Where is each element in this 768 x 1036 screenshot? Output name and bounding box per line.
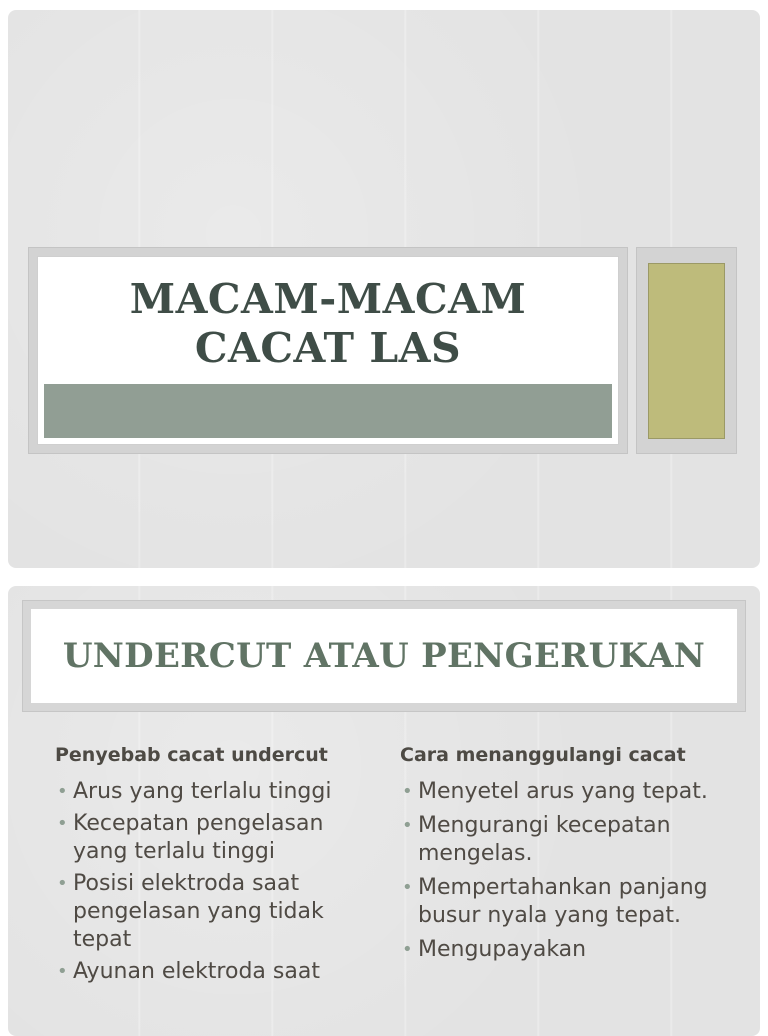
header-frame (22, 600, 746, 712)
bullet-icon: • (402, 877, 413, 898)
section-title: UNDERCUT ATAU PENGERUKAN (62, 636, 706, 676)
solutions-heading: Cara menanggulangi cacat (400, 744, 686, 766)
slide-title (8, 10, 760, 568)
title-frame (28, 247, 628, 454)
list-item: • Arus yang terlalu tinggi (57, 779, 332, 804)
header-card (31, 609, 737, 703)
bullet-icon: • (402, 815, 413, 836)
list-item: • Posisi elektroda saat pengelasan yang tidak tepat (57, 871, 324, 952)
solutions-list (400, 778, 745, 964)
slide-undercut (8, 586, 760, 1036)
bullet-icon: • (57, 961, 68, 982)
main-title: MACAM-MACAM CACAT LAS (129, 274, 527, 372)
title-card (37, 256, 619, 445)
list-item: • Kecepatan pengelasan yang terlalu tinggi (57, 811, 324, 864)
accent-frame (636, 247, 737, 454)
causes-list (55, 778, 375, 986)
accent-block (648, 263, 725, 439)
list-item: • Mengupayakan (402, 937, 587, 962)
list-item: • Menyetel arus yang tepat. (402, 779, 708, 804)
causes-heading: Penyebab cacat undercut (55, 744, 328, 766)
list-item: • Mengurangi kecepatan mengelas. (402, 813, 671, 866)
title-area (44, 263, 612, 384)
title-band (44, 384, 612, 438)
bullet-icon: • (402, 939, 413, 960)
bullet-icon: • (57, 873, 68, 894)
bullet-icon: • (57, 813, 68, 834)
list-item: • Mempertahankan panjang busur nyala yang tepat. (402, 875, 708, 928)
bullet-icon: • (402, 781, 413, 802)
solutions-column (400, 744, 745, 970)
list-item: • Ayunan elektroda saat (57, 959, 320, 984)
causes-column (55, 744, 375, 990)
bullet-icon: • (57, 781, 68, 802)
